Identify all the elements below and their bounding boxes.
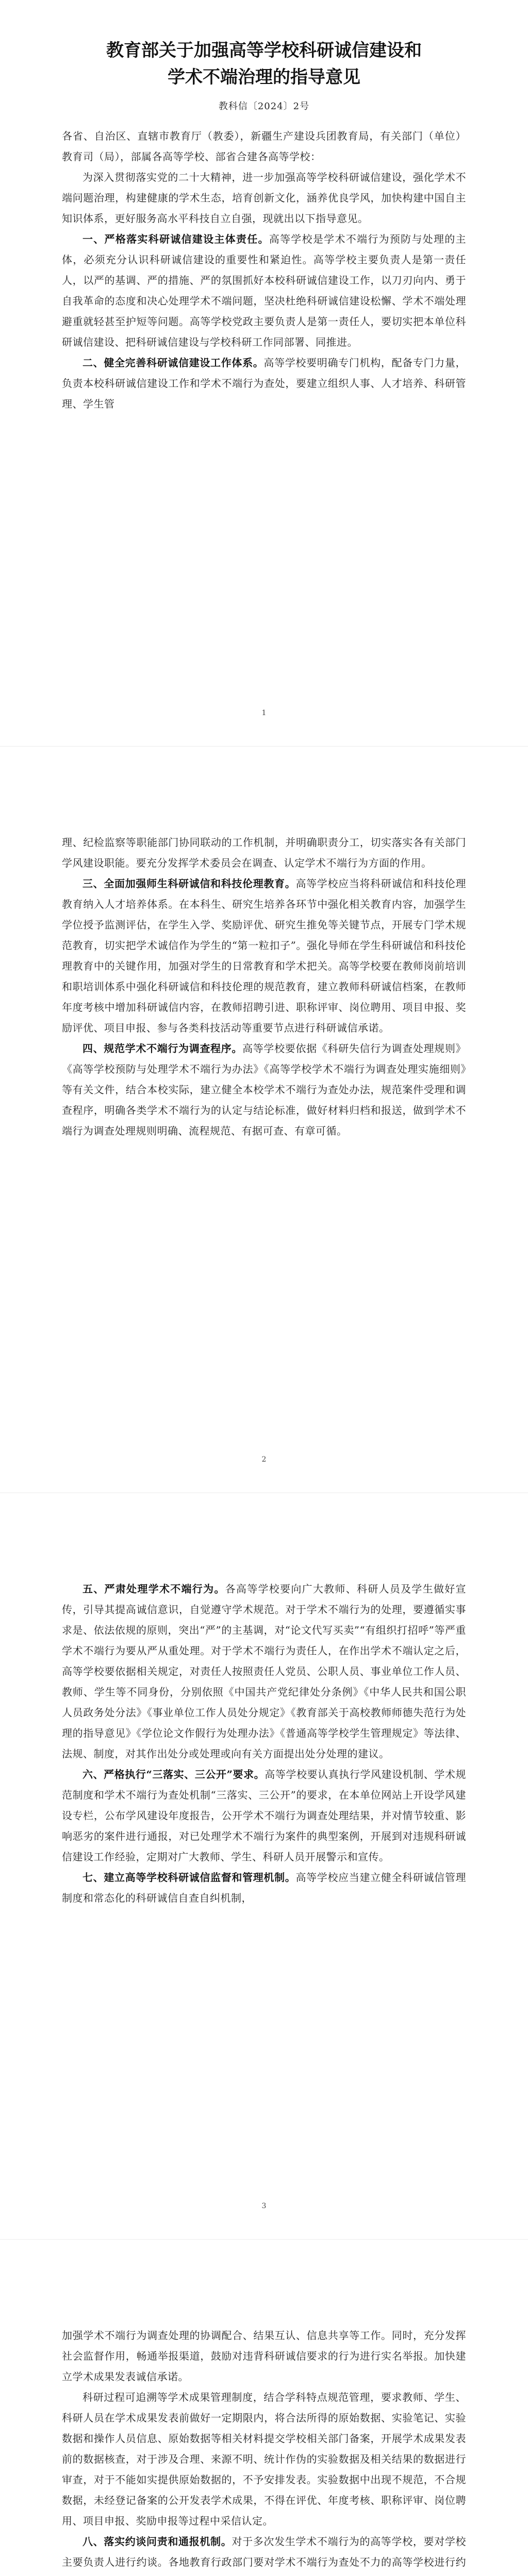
page-number: 1 <box>261 709 267 717</box>
page-number: 3 <box>261 2202 267 2210</box>
paragraph-text: 对于多次发生学术不端行为的高等学校，要对学校主要负责人进行约谈。各地教育行政部门要对学术不端行为查处不力的高等学校进行约 <box>62 2535 467 2568</box>
section-heading: 二、健全完善科研诚信建设工作体系。 <box>82 357 264 369</box>
paragraph-section-1 <box>62 229 466 352</box>
paragraph-preamble <box>62 167 466 229</box>
paragraph-text: 科研过程可追溯等学术成果管理制度，结合学科特点规范管理，要求教师、学生、科研人员在学术成果发表前做好一定期限内，将合法所得的原始数据、实验笔记、实验数据和操作人员信息、原始数据等相关材料提交学校相关部门备案，开展学术成果发表前的数据核查，对于涉及合理、来源不明、统计作伪的实验数据及相关结果的数据进行审查，对于不能如实提供原始数据的，不予安排发表。实验数据中出现不规范，不合规数据，未经登记备案的公开发表学术成果，不得在评优、年度考核、职称评审、岗位聘用、项目申报、奖励申报等过程中采信认定。 <box>62 2391 466 2527</box>
section-heading: 三、全面加强师生科研诚信和科技伦理教育。 <box>82 877 296 890</box>
section-heading: 一、严格落实科研诚信建设主体责任。 <box>82 233 269 245</box>
section-heading: 五、严肃处理学术不端行为。 <box>82 1583 225 1595</box>
paragraph-section-6 <box>62 1764 466 1867</box>
document-page-3 <box>0 1493 528 2240</box>
paragraph-text: 为深入贯彻落实党的二十大精神，进一步加强高等学校科研诚信建设，强化学术不端问题治理，构建健康的学术生态，培育创新文化，涵养优良学风，加快构建中国自主知识体系，更好服务高水平科技自立自强，现就出以下指导意见。 <box>62 171 466 225</box>
paragraph-text: 各省、自治区、直辖市教育厅（教委），新疆生产建设兵团教育局，有关部门（单位）教育司（局），部属各高等学校、部省合建各高等学校： <box>62 130 466 163</box>
document-number: 教科信〔2024〕2号 <box>218 101 310 112</box>
paragraph-text: 高等学校要认真执行学风建设机制、学术规范制度和学术不端行为查处机制“三落实、三公开”的要求，在本单位网站上开设学风建设专栏，公布学风建设年度报告，公开学术不端行为调查处理结果，并对情节较重、影响恶劣的案件进行通报，对已处理学术不端行为案件的典型案例，开展到对违规科研诚信建设工作经验，定期对广大教师、学生、科研人员开展警示和宣传。 <box>62 1768 466 1863</box>
paragraph-addressees <box>62 126 466 167</box>
document-page-4 <box>0 2240 528 2576</box>
paragraph-text: 高等学校应当建立健全科研诚信管理制度和常态化的科研诚信自查自纠机制， <box>62 1871 467 1904</box>
document-title-line-2: 学术不端治理的指导意见 <box>168 67 360 88</box>
section-heading: 八、落实约谈问责和通报机制。 <box>82 2535 232 2548</box>
paragraph-continuation <box>62 832 466 873</box>
paragraph-text: 各高等学校要向广大教师、科研人员及学生做好宣传，引导其提高诚信意识，自觉遵守学术规范。对于学术不端行为的处理，要遵循实事求是、依法依规的原则，突出“严”的主基调，对“论文代写买卖”“有组织打招呼”等严重学术不端行为要从严从重处理。对于学术不端行为责任人，在作出学术不端认定之后，高等学校要依据相关规定，对责任人按照责任人党员、公职人员、事业单位工作人员、教师、学生等不同身份，分别依照《中国共产党纪律处分条例》《中华人民共和国公职人员政务处分法》《事业单位工作人员处分规定》《教育部关于高校教师师德失范行为处理的指导意见》《学位论文作假行为处理办法》《普通高等学校学生管理规定》等法律、法规、制度，对其作出处分或处理或向有关方面提出处分处理的建议。 <box>62 1583 467 1760</box>
document-page-2 <box>0 747 528 1493</box>
document-page-1 <box>0 0 528 747</box>
paragraph-section-3 <box>62 873 466 1038</box>
section-heading: 四、规范学术不端行为调查程序。 <box>82 1042 243 1055</box>
paragraph-text: 高等学校是学术不端行为预防与处理的主体，必须充分认识科研诚信建设的重要性和紧迫性。高等学校主要负责人是第一责任人，以严的基调、严的措施、严的氛围抓好本校科研诚信建设工作，以刀刃向内、勇于自我革命的态度和决心处理学术不端问题，坚决杜绝科研诚信建设松懈、学术不端处理避重就轻甚至护短等问题。高等学校党政主要负责人是第一责任人，要切实把本单位科研诚信建设、把科研诚信建设与学校科研工作同部署、同推进。 <box>62 233 466 348</box>
paragraph-text: 高等学校要明确专门机构，配备专门力量，负责本校科研诚信建设工作和学术不端行为查处，要建立组织人事、人才培养、科研管理、学生管 <box>62 357 467 410</box>
document-title-line-1: 教育部关于加强高等学校科研诚信建设和 <box>106 40 422 61</box>
paragraph-section-7 <box>62 1867 466 1908</box>
paragraph-text: 高等学校应当将科研诚信和科技伦理教育纳入人才培养体系。在本科生、研究生培养各环节中强化相关教育内容，加强学生学位授予监测评估，在学生入学、奖励评优、研究生推免等关键节点，开展专门学术规范教育，切实把学术诚信作为学生的“第一粒扣子”。强化导师在学生科研诚信和科技伦理教育中的关键作用，加强对学生的日常教育和学术把关。高等学校要在教师岗前培训和职培训体系中强化科研诚信和科技伦理的规范教育，建立教师科研诚信档案，在教师年度考核中增加科研诚信内容，在教师招聘引进、职称评审、岗位聘用、项目申报、奖励评优、项目申报、参与各类科技活动等重要节点进行科研诚信承诺。 <box>62 877 467 1034</box>
section-heading: 七、建立高等学校科研诚信监督和管理机制。 <box>82 1871 296 1884</box>
section-heading: 六、严格执行“三落实、三公开”要求。 <box>82 1768 265 1781</box>
page-number: 2 <box>261 1455 267 1464</box>
paragraph-section-4 <box>62 1038 466 1141</box>
paragraph-text: 加强学术不端行为调查处理的协调配合、结果互认、信息共享等工作。同时，充分发挥社会监督作用，畅通举报渠道，鼓励对违背科研诚信要求的行为进行实名举报。加快建立学术成果发表诚信承诺。 <box>62 2329 466 2383</box>
paragraph-continuation <box>62 2325 466 2387</box>
paragraph-text: 理、纪检监察等职能部门协同联动的工作机制，并明确职责分工，切实落实各有关部门学风建设职能。要充分发挥学术委员会在调查、认定学术不端行为方面的作用。 <box>62 836 466 869</box>
paragraph-section-2 <box>62 352 466 414</box>
paragraph-text: 高等学校要依据《科研失信行为调查处理规则》《高等学校预防与处理学术不端行为办法》《高等学校学术不端行为调查处理实施细则》等有关文件，结合本校实际，建立健全本校学术不端行为查处办法，规范案件受理和调查程序，明确各类学术不端行为的认定与结论标准，做好材料归档和报送，做到学术不端行为调查处理规则明确、流程规范、有据可查、有章可循。 <box>62 1042 467 1137</box>
paragraph-section-8 <box>62 2531 466 2576</box>
paragraph-section-5 <box>62 1579 466 1764</box>
document-title <box>62 37 466 91</box>
paragraph-records <box>62 2387 466 2531</box>
